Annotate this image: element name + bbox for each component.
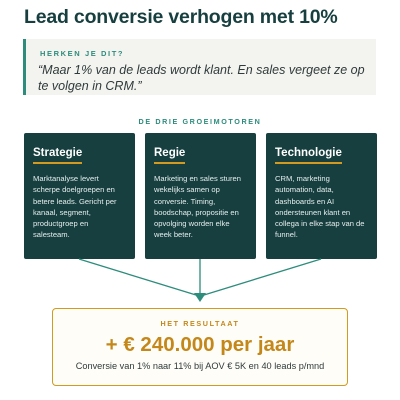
card-text-strategie: Marktanalyse levert scherpe doelgroepen en betere leads. Gericht per kanaal, segment, productgroep en salesteam. xyxy=(33,174,117,240)
recognition-box xyxy=(23,39,376,95)
recognition-quote: “Maar 1% van de leads wordt klant. En sales vergeet ze op te volgen in CRM.” xyxy=(38,63,365,93)
recognition-label: HERKEN JE DIT? xyxy=(40,49,125,58)
card-text-technologie: CRM, marketing automation, data, dashboards en AI ondersteunen klant en collega in elke stap van de funnel. xyxy=(275,174,365,240)
arrow-line-left xyxy=(79,259,196,295)
card-strategie xyxy=(24,133,135,259)
result-label: HET RESULTAAT xyxy=(160,319,240,328)
result-value: + € 240.000 per jaar xyxy=(105,333,295,356)
card-title-technologie: Technologie xyxy=(275,147,342,164)
page-title: Lead conversie verhogen met 10% xyxy=(24,6,338,28)
arrow-line-right xyxy=(204,259,321,295)
result-box xyxy=(52,308,348,386)
arrow-head xyxy=(194,293,206,302)
growth-engines-label: DE DRIE GROEIMOTOREN xyxy=(138,117,262,126)
card-title-regie: Regie xyxy=(154,147,185,164)
card-regie xyxy=(145,133,256,259)
convergence-arrows xyxy=(0,255,400,307)
card-title-strategie: Strategie xyxy=(33,147,82,164)
card-text-regie: Marketing en sales sturen wekelijks samen op conversie. Timing, boodschap, propositie en opvolging worden elke week beter. xyxy=(154,174,241,240)
card-technologie xyxy=(266,133,377,259)
result-subtext: Conversie van 1% naar 11% bij AOV € 5K en 40 leads p/mnd xyxy=(75,361,325,371)
